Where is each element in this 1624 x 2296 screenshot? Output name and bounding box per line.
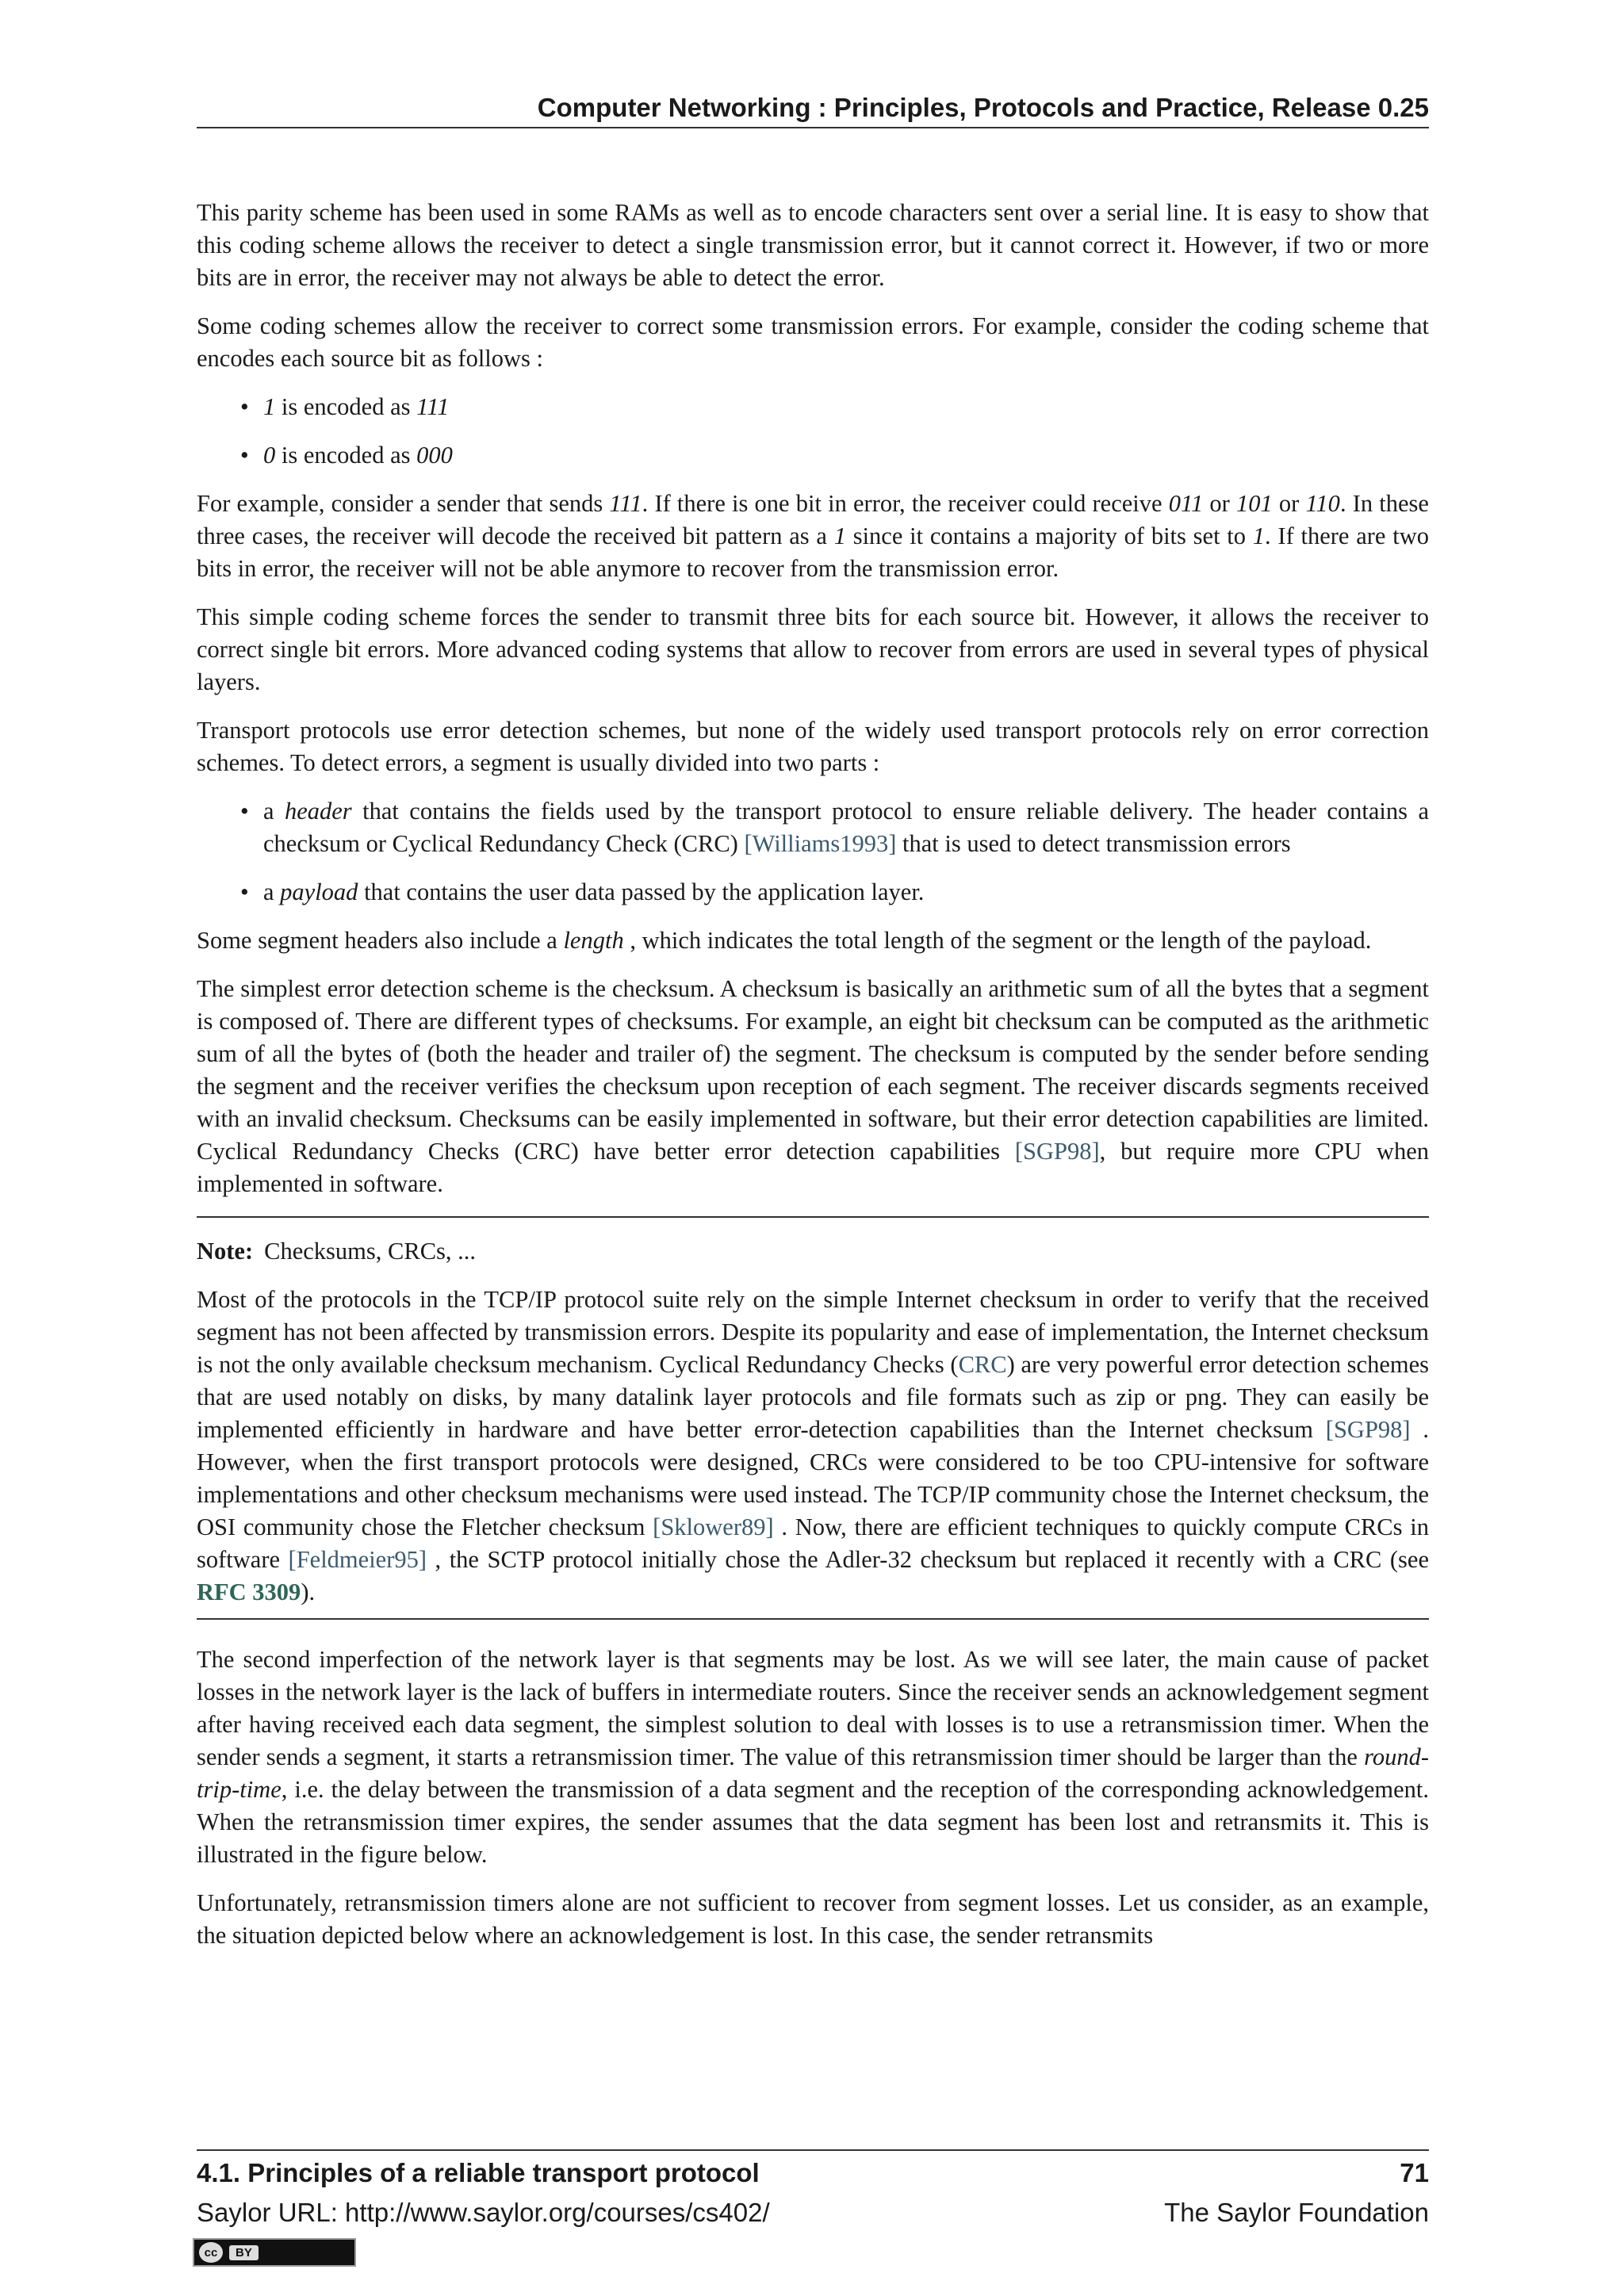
paragraph-length: Some segment headers also include a length , which indicates the total length of the segment or the length of the payload. [197, 927, 1372, 954]
saylor-foundation: The Saylor Foundation [1164, 2198, 1429, 2227]
citation-link[interactable]: [Williams1993] [744, 830, 897, 857]
paragraph-simple-coding: This simple coding scheme forces the sender to transmit three bits for each source bit. However, it allows the receiver to correct single bit errors. More advanced coding systems that allow to recover from errors are used in several types of physical layers. [197, 603, 1429, 695]
citation-link[interactable]: [Feldmeier95] [288, 1546, 427, 1573]
paragraph-transport-detection: Transport protocols use error detection schemes, but none of the widely used transport protocols rely on error correction schemes. To detect errors, a segment is usually divided into two parts : [197, 717, 1429, 776]
paragraph-segment-loss: The second imperfection of the network layer is that segments may be lost. As we will see later, the main cause of packet losses in the network layer is the lack of buffers in intermediate routers. Since the receiver sends an acknowledgement segment after having received each data segment, the simplest solution to deal with losses is to use a retransmission timer. When the sender sends a segment, it starts a retransmission timer. The value of this retransmission timer should be larger than the round-trip-time, i.e. the delay between the transmission of a data segment and the reception of the corresponding acknowledgement. When the retransmission timer expires, the sender assumes that the data segment has been lost and retransmits it. This is illustrated in the figure below. [197, 1646, 1429, 1868]
note-title: Note: Checksums, CRCs, ... [197, 1238, 477, 1265]
list-item-payload: • a payload that contains the user data passed by the application layer. [263, 876, 1429, 909]
footer-section-title: 4.1. Principles of a reliable transport protocol [197, 2158, 760, 2187]
running-header: Computer Networking : Principles, Protocols and Practice, Release 0.25 [197, 92, 1429, 128]
paragraph-ack-lost: Unfortunately, retransmission timers alone are not sufficient to recover from segment losses. Let us consider, as an example, the situation depicted below where an acknowledgement is lost. In this case, the sender retransmits [197, 1889, 1429, 1949]
citation-link[interactable]: [SGP98] [1325, 1416, 1411, 1443]
page-footer [197, 2149, 1429, 2230]
citation-link[interactable]: [SGP98] [1014, 1138, 1100, 1165]
page-body [197, 197, 1429, 1968]
note-paragraph: Most of the protocols in the TCP/IP protocol suite rely on the simple Internet checksum in order to verify that the received segment has not been affected by transmission errors. Despite its popularity and ease of implementation, the Internet checksum is not the only available checksum mechanism. Cyclical Redundancy Checks (CRC) are very powerful error detection schemes that are used notably on disks, by many datalink layer protocols and file formats such as zip or png. They can easily be implemented efficiently in hardware and have better error-detection capabilities than the Internet checksum [SGP98] . However, when the first transport protocols were designed, CRCs were considered to be too CPU-intensive for software implementations and other checksum mechanisms were used instead. The TCP/IP community chose the Internet checksum, the OSI community chose the Fletcher checksum [Sklower89] . Now, there are efficient techniques to quickly compute CRCs in software [Feldmeier95] , the SCTP protocol initially chose the Adler-32 checksum but replaced it recently with a CRC (see RFC 3309). [197, 1286, 1429, 1605]
cc-by-license-badge [193, 2238, 356, 2267]
citation-link[interactable]: [Sklower89] [653, 1513, 774, 1540]
paragraph-majority-example: For example, consider a sender that sends 111. If there is one bit in error, the receiver could receive 011 or 101 or 110. In these three cases, the receiver will decode the received bit pattern as a 1 since it contains a majority of bits set to 1. If there are two bits in error, the receiver will not be able anymore to recover from the transmission error. [197, 490, 1429, 582]
segment-parts-list [197, 795, 1429, 909]
attribution-icon: BY [229, 2245, 259, 2260]
page-number: 71 [1400, 2158, 1429, 2187]
paragraph-checksum: The simplest error detection scheme is the checksum. A checksum is basically an arithmetic sum of all the bytes that a segment is composed of. There are different types of checksums. For example, an eight bit checksum can be computed as the arithmetic sum of all the bytes of (both the header and trailer of) the segment. The checksum is computed by the sender before sending the segment and the receiver verifies the checksum upon reception of each segment. The receiver discards segments received with an invalid checksum. Checksums can be easily implemented in software, but their error detection capabilities are limited. Cyclical Redundancy Checks (CRC) have better error detection capabilities [SGP98], but require more CPU when implemented in software. [197, 975, 1429, 1197]
paragraph-parity: This parity scheme has been used in some RAMs as well as to encode characters sent over a serial line. It is easy to show that this coding scheme allows the receiver to detect a single transmission error, but it cannot correct it. However, if two or more bits are in error, the receiver may not always be able to detect the error. [197, 199, 1429, 291]
encoding-list [197, 391, 1429, 472]
page [197, 0, 1429, 2296]
list-item: • 0 is encoded as 000 [263, 439, 1429, 472]
paragraph-coding-intro: Some coding schemes allow the receiver to correct some transmission errors. For example, consider the coding scheme that encodes each source bit as follows : [197, 312, 1429, 372]
saylor-url: Saylor URL: http://www.saylor.org/courses/cs402/ [197, 2198, 770, 2227]
rfc-link[interactable]: RFC 3309 [197, 1578, 301, 1605]
crc-link[interactable]: CRC [958, 1351, 1007, 1378]
list-item: • 1 is encoded as 111 [263, 391, 1429, 423]
list-item-header: • a header that contains the fields used by the transport protocol to ensure reliable delivery. The header contains a checksum or Cyclical Redundancy Check (CRC) [Williams1993] that is used to detect transmission errors [263, 795, 1429, 860]
creative-commons-icon: cc [199, 2242, 223, 2263]
note-box [197, 1216, 1429, 1620]
note-label: Note: [197, 1238, 254, 1265]
